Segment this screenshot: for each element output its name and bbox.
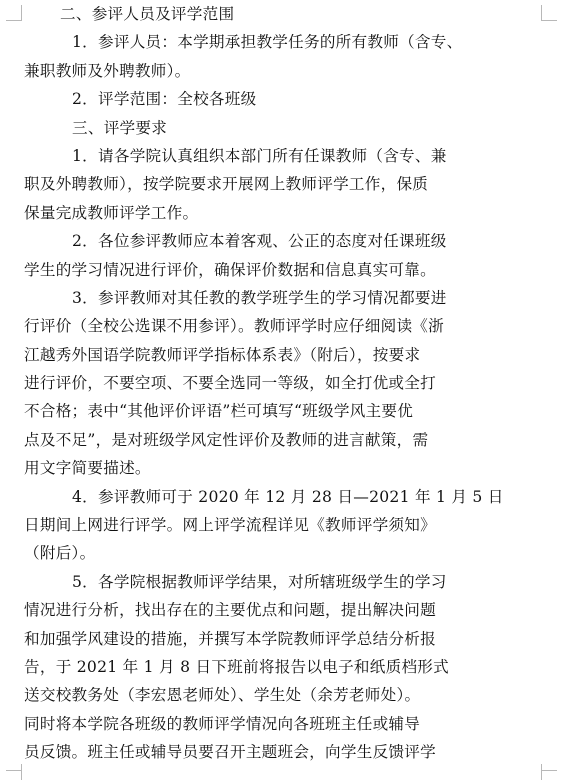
paragraph-line: 进行评价，不要空项、不要全选同一等级，如全打优或全打: [24, 374, 436, 393]
section-heading-requirements: 三、评学要求: [72, 118, 168, 137]
paragraph-line: （附后）。: [24, 544, 96, 563]
crop-mark-bottom-right-vertical: [541, 764, 542, 780]
paragraph-line: 1．请各学院认真组织本部门所有任课教师（含专、兼: [72, 146, 447, 165]
paragraph-line: 情况进行分析，找出存在的主要优点和问题，提出解决问题: [24, 601, 436, 620]
paragraph-line: 3．参评教师对其任教的教学班学生的学习情况都要进: [72, 288, 447, 307]
paragraph-line: 送交校教务处（李宏恩老师处）、学生处（余芳老师处）。: [24, 686, 421, 705]
paragraph-line: 2．评学范围：全校各班级: [72, 90, 257, 109]
crop-mark-bottom-left-vertical: [21, 764, 22, 780]
paragraph-line: 用文字简要描述。: [24, 459, 151, 478]
paragraph-line: 点及不足”，是对班级学风定性评价及教师的进言献策，需: [24, 430, 429, 449]
crop-mark-bottom-right-horizontal: [541, 770, 557, 771]
paragraph-line: 职及外聘教师），按学院要求开展网上教师评学工作，保质: [24, 175, 429, 194]
crop-mark-top-left-vertical: [21, 5, 22, 21]
paragraph-line: 和加强学风建设的措施，并撰写本学院教师评学总结分析报: [24, 629, 436, 648]
paragraph-line: 5．各学院根据教师评学结果，对所辖班级学生的学习: [72, 572, 447, 591]
paragraph-line: 日期间上网进行评学。网上评学流程详见《教师评学须知》: [24, 516, 436, 535]
paragraph-line: 同时将本学院各班级的教师评学情况向各班班主任或辅导: [24, 714, 421, 733]
paragraph-line: 江越秀外国语学院教师评学指标体系表》（附后），按要求: [24, 345, 421, 364]
paragraph-line: 保量完成教师评学工作。: [24, 203, 199, 222]
paragraph-line: 学生的学习情况进行评价，确保评价数据和信息真实可靠。: [24, 260, 436, 279]
paragraph-line: 2．各位参评教师应本着客观、公正的态度对任课班级: [72, 232, 447, 251]
paragraph-line: 4．参评教师可于 2020 年 12 月 28 日—2021 年 1 月 5 日: [72, 487, 504, 506]
paragraph-line: 兼职教师及外聘教师）。: [24, 61, 191, 80]
paragraph-line: 告，于 2021 年 1 月 8 日下班前将报告以电子和纸质档形式: [24, 657, 449, 676]
crop-mark-top-right-vertical: [541, 5, 542, 21]
crop-mark-top-right-horizontal: [541, 20, 557, 21]
crop-mark-bottom-left-horizontal: [6, 770, 22, 771]
section-heading-participants: 二、参评人员及评学范围: [60, 5, 235, 23]
paragraph-line: 员反馈。班主任或辅导员要召开主题班会，向学生反馈评学: [24, 743, 436, 762]
crop-mark-top-left-horizontal: [6, 20, 22, 21]
paragraph-line: 1．参评人员：本学期承担教学任务的所有教师（含专、: [72, 33, 463, 52]
document-body: [24, 0, 538, 767]
paragraph-line: 行评价（全校公选课不用参评）。教师评学时应仔细阅读《浙: [24, 317, 444, 336]
paragraph-line: 不合格；表中“其他评价评语”栏可填写“班级学风主要优: [24, 402, 414, 421]
